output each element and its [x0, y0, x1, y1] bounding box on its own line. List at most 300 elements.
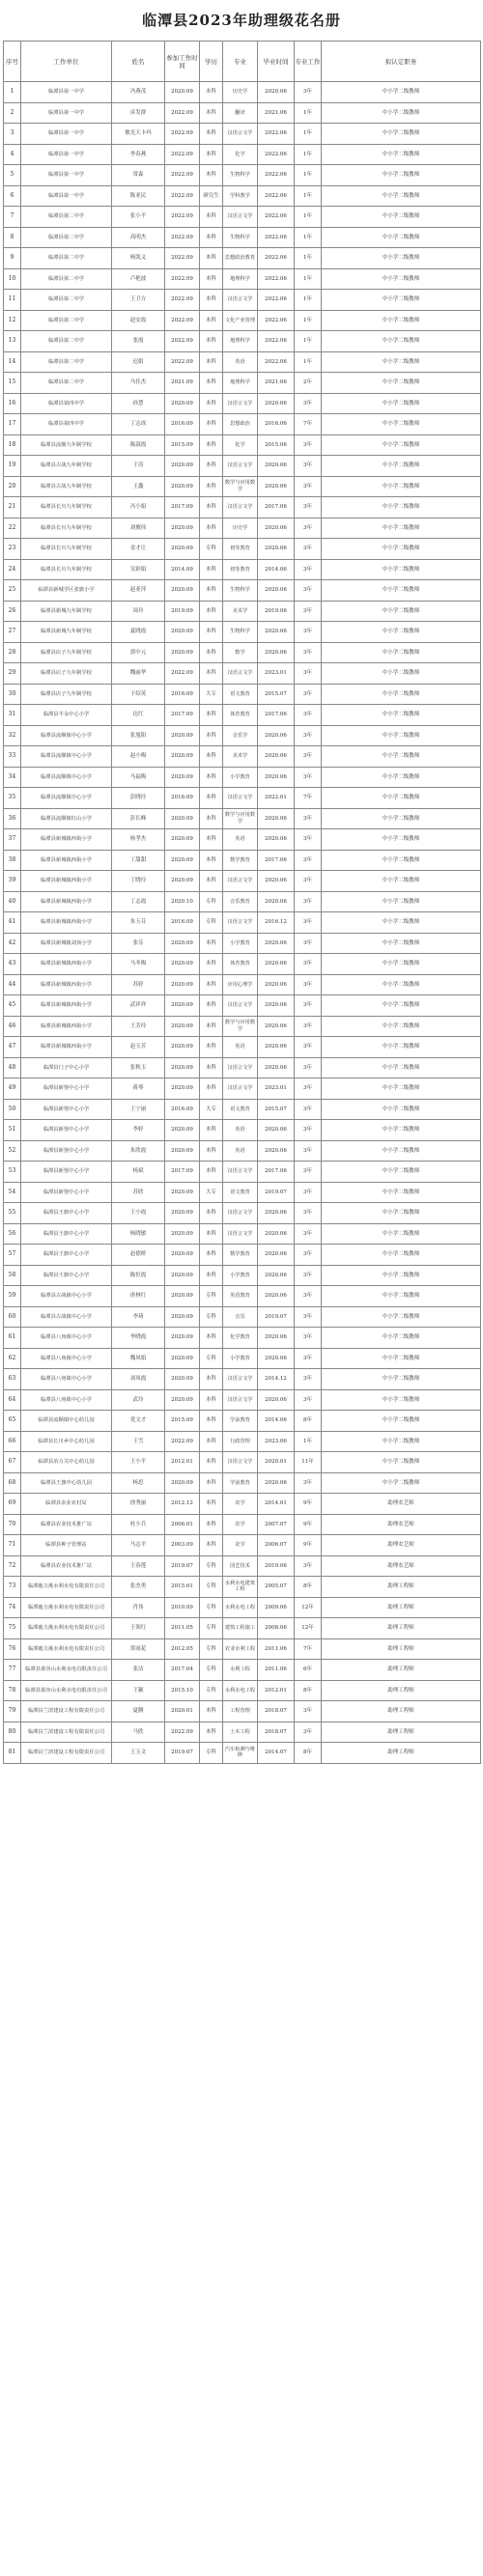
- education-cell: 本科: [200, 290, 223, 311]
- start-date-cell: 2012.01: [165, 1452, 200, 1473]
- unit-cell: 临潭鹿力洮水利水电有限责任公司: [21, 1618, 112, 1639]
- major-cell: 汉语言文学: [223, 912, 258, 934]
- unit-cell: 临潭县兰滨建设工程有限责任公司: [21, 1722, 112, 1743]
- seq-cell: 25: [4, 580, 21, 602]
- graduation-date-cell: 2006.07: [258, 1535, 295, 1556]
- unit-cell: 临潭县新堡中心小学: [21, 1120, 112, 1141]
- seq-cell: 43: [4, 954, 21, 975]
- table-row: [4, 1265, 481, 1286]
- work-years-cell: 3年: [295, 912, 322, 934]
- work-years-cell: 3年: [295, 1472, 322, 1494]
- name-cell: 夏腾: [112, 1701, 165, 1722]
- graduation-date-cell: 2022.06: [258, 331, 295, 352]
- unit-cell: 临潭县八角镇中心小学: [21, 1348, 112, 1369]
- col-header-major: 专业: [223, 42, 258, 82]
- unit-cell: 临潭县新城镇西街小学: [21, 1037, 112, 1058]
- start-date-cell: 2015.09: [165, 1411, 200, 1432]
- seq-cell: 15: [4, 373, 21, 394]
- seq-cell: 28: [4, 642, 21, 663]
- seq-cell: 68: [4, 1472, 21, 1494]
- major-cell: 汉语言文学: [223, 497, 258, 518]
- education-cell: 专科: [200, 1286, 223, 1307]
- education-cell: 本科: [200, 1369, 223, 1390]
- seq-cell: 12: [4, 310, 21, 331]
- start-date-cell: 2017.04: [165, 1660, 200, 1681]
- seq-cell: 29: [4, 663, 21, 685]
- start-date-cell: 2020.09: [165, 871, 200, 892]
- start-date-cell: 2020.09: [165, 580, 200, 602]
- start-date-cell: 2020.09: [165, 974, 200, 995]
- seq-cell: 60: [4, 1306, 21, 1328]
- unit-cell: 临潭县长川九年制学校: [21, 518, 112, 539]
- name-cell: 徐秀丽: [112, 1494, 165, 1515]
- seq-cell: 34: [4, 767, 21, 788]
- unit-cell: 临潭县店子九年制学校: [21, 663, 112, 685]
- education-cell: 本科: [200, 1389, 223, 1411]
- name-cell: 杨思: [112, 1472, 165, 1494]
- proposed-title-cell: 助理工程师: [322, 1680, 481, 1701]
- work-years-cell: 3年: [295, 559, 322, 580]
- education-cell: 本科: [200, 808, 223, 829]
- work-years-cell: 1年: [295, 1431, 322, 1452]
- unit-cell: 临潭县流顺镇中心小学: [21, 725, 112, 746]
- name-cell: 王小霞: [112, 1203, 165, 1224]
- unit-cell: 临潭县门子中心小学: [21, 1057, 112, 1078]
- name-cell: 于涛: [112, 456, 165, 477]
- name-cell: 吴彩娟: [112, 559, 165, 580]
- unit-cell: 临潭县第二中学: [21, 310, 112, 331]
- start-date-cell: 2020.10: [165, 891, 200, 912]
- graduation-date-cell: 2022.06: [258, 351, 295, 373]
- seq-cell: 65: [4, 1411, 21, 1432]
- proposed-title-cell: 中小学二级教师: [322, 829, 481, 851]
- col-header-graduation-date: 毕业时间: [258, 42, 295, 82]
- seq-cell: 53: [4, 1162, 21, 1183]
- table-row: [4, 642, 481, 663]
- major-cell: 化学教育: [223, 1328, 258, 1349]
- graduation-date-cell: 2009.06: [258, 1597, 295, 1618]
- major-cell: 建筑工程施工: [223, 1618, 258, 1639]
- proposed-title-cell: 中小学二级教师: [322, 1328, 481, 1349]
- name-cell: 于绍英: [112, 684, 165, 705]
- proposed-title-cell: 中小学二级教师: [322, 725, 481, 746]
- unit-cell: 临潭县兰滨建设工程有限责任公司: [21, 1701, 112, 1722]
- name-cell: 苏欣: [112, 1182, 165, 1203]
- name-cell: 丁志霞: [112, 891, 165, 912]
- education-cell: 本科: [200, 414, 223, 435]
- col-header-proposed-title: 拟认定职务: [322, 42, 481, 82]
- proposed-title-cell: 中小学二级教师: [322, 1369, 481, 1390]
- major-cell: 水利水电工程: [223, 1680, 258, 1701]
- major-cell: 行政管理: [223, 1431, 258, 1452]
- start-date-cell: 2020.09: [165, 1286, 200, 1307]
- table-row: [4, 102, 481, 124]
- name-cell: 李婷: [112, 1120, 165, 1141]
- graduation-date-cell: 2022.06: [258, 144, 295, 165]
- table-row: [4, 1389, 481, 1411]
- start-date-cell: 2020.09: [165, 808, 200, 829]
- unit-cell: 临潭县第二中学: [21, 331, 112, 352]
- major-cell: 思想政治教育: [223, 248, 258, 269]
- graduation-date-cell: 2022.06: [258, 207, 295, 228]
- major-cell: 汉语言文学: [223, 1452, 258, 1473]
- education-cell: 专科: [200, 1680, 223, 1701]
- name-cell: 常雨花: [112, 1638, 165, 1660]
- major-cell: 数学与应用数学: [223, 476, 258, 497]
- work-years-cell: 3年: [295, 850, 322, 871]
- seq-cell: 22: [4, 518, 21, 539]
- graduation-date-cell: 2020.06: [258, 954, 295, 975]
- education-cell: 本科: [200, 746, 223, 768]
- graduation-date-cell: 2020.06: [258, 974, 295, 995]
- table-row: [4, 1555, 481, 1577]
- table-row: [4, 373, 481, 394]
- table-row: [4, 290, 481, 311]
- name-cell: 李春燕: [112, 144, 165, 165]
- education-cell: 本科: [200, 268, 223, 290]
- name-cell: 彦发群: [112, 102, 165, 124]
- table-row: [4, 1597, 481, 1618]
- graduation-date-cell: 2016.12: [258, 912, 295, 934]
- unit-cell: 临潭县八角镇中心小学: [21, 1328, 112, 1349]
- start-date-cell: 2017.09: [165, 497, 200, 518]
- name-cell: 李晓霞: [112, 1328, 165, 1349]
- start-date-cell: 2015.01: [165, 1577, 200, 1598]
- name-cell: 王雪: [112, 1431, 165, 1452]
- name-cell: 夏晓霞: [112, 622, 165, 643]
- seq-cell: 20: [4, 476, 21, 497]
- table-row: [4, 1743, 481, 1764]
- major-cell: 汉语言文学: [223, 995, 258, 1017]
- name-cell: 武玲: [112, 1389, 165, 1411]
- table-row: [4, 1245, 481, 1266]
- start-date-cell: 2020.09: [165, 393, 200, 414]
- unit-cell: 临潭县第一中学: [21, 144, 112, 165]
- graduation-date-cell: 2023.06: [258, 1431, 295, 1452]
- education-cell: 本科: [200, 622, 223, 643]
- unit-cell: 临潭县王旗中心小学: [21, 1245, 112, 1266]
- proposed-title-cell: 中小学二级教师: [322, 82, 481, 103]
- proposed-title-cell: 中小学二级教师: [322, 1389, 481, 1411]
- name-cell: 孙慧: [112, 393, 165, 414]
- proposed-title-cell: 中小学二级教师: [322, 912, 481, 934]
- work-years-cell: 3年: [295, 829, 322, 851]
- seq-cell: 59: [4, 1286, 21, 1307]
- start-date-cell: 2020.09: [165, 850, 200, 871]
- education-cell: 本科: [200, 995, 223, 1017]
- start-date-cell: 2022.09: [165, 144, 200, 165]
- name-cell: 郭中元: [112, 642, 165, 663]
- unit-cell: 临潭县第二中学: [21, 227, 112, 248]
- unit-cell: 临潭县第二中学: [21, 290, 112, 311]
- name-cell: 王玉文: [112, 1743, 165, 1764]
- start-date-cell: 2012.12: [165, 1494, 200, 1515]
- major-cell: 初等教育: [223, 539, 258, 560]
- education-cell: 本科: [200, 1472, 223, 1494]
- table-row: [4, 995, 481, 1017]
- name-cell: 肖伟: [112, 1597, 165, 1618]
- education-cell: 本科: [200, 1328, 223, 1349]
- seq-cell: 50: [4, 1099, 21, 1120]
- major-cell: 生物科学: [223, 622, 258, 643]
- seq-cell: 81: [4, 1743, 21, 1764]
- education-cell: 本科: [200, 207, 223, 228]
- start-date-cell: 2016.09: [165, 788, 200, 809]
- unit-cell: 临潭县慕容山水利水电有限责任公司: [21, 1680, 112, 1701]
- name-cell: 杨晓敏: [112, 1223, 165, 1245]
- work-years-cell: 3年: [295, 954, 322, 975]
- proposed-title-cell: 中小学二级教师: [322, 185, 481, 207]
- name-cell: 张洁: [112, 1660, 165, 1681]
- unit-cell: 临潭县王旗中心小学: [21, 1203, 112, 1224]
- education-cell: 本科: [200, 124, 223, 145]
- major-cell: 地理科学: [223, 373, 258, 394]
- proposed-title-cell: 中小学二级教师: [322, 310, 481, 331]
- work-years-cell: 1年: [295, 227, 322, 248]
- graduation-date-cell: 2019.07: [258, 1306, 295, 1328]
- seq-cell: 41: [4, 912, 21, 934]
- name-cell: 敏光大卡玛: [112, 124, 165, 145]
- name-cell: 王小平: [112, 1452, 165, 1473]
- proposed-title-cell: 中小学二级教师: [322, 1452, 481, 1473]
- major-cell: 小学教育: [223, 933, 258, 954]
- table-row: [4, 912, 481, 934]
- table-row: [4, 850, 481, 871]
- table-row: [4, 580, 481, 602]
- table-row: [4, 393, 481, 414]
- work-years-cell: 3年: [295, 1286, 322, 1307]
- proposed-title-cell: 中小学二级教师: [322, 1265, 481, 1286]
- name-cell: 王卫方: [112, 290, 165, 311]
- work-years-cell: 3年: [295, 622, 322, 643]
- education-cell: 本科: [200, 1452, 223, 1473]
- graduation-date-cell: 2017.06: [258, 497, 295, 518]
- seq-cell: 46: [4, 1016, 21, 1037]
- proposed-title-cell: 中小学二级教师: [322, 933, 481, 954]
- major-cell: 水利水电建筑工程: [223, 1577, 258, 1598]
- start-date-cell: 2022.09: [165, 268, 200, 290]
- graduation-date-cell: 2020.06: [258, 808, 295, 829]
- proposed-title-cell: 中小学二级教师: [322, 434, 481, 456]
- work-years-cell: 1年: [295, 102, 322, 124]
- education-cell: 本科: [200, 580, 223, 602]
- graduation-date-cell: 2020.06: [258, 767, 295, 788]
- start-date-cell: 2016.09: [165, 912, 200, 934]
- education-cell: 本科: [200, 663, 223, 685]
- unit-cell: 临潭县新堡中心小学: [21, 1140, 112, 1162]
- start-date-cell: 2020.09: [165, 933, 200, 954]
- seq-cell: 40: [4, 891, 21, 912]
- education-cell: 本科: [200, 642, 223, 663]
- seq-cell: 17: [4, 414, 21, 435]
- unit-cell: 临潭县店子九年制学校: [21, 684, 112, 705]
- seq-cell: 73: [4, 1577, 21, 1598]
- name-cell: 赵小梅: [112, 746, 165, 768]
- education-cell: 本科: [200, 476, 223, 497]
- seq-cell: 63: [4, 1369, 21, 1390]
- major-cell: 应用心理学: [223, 974, 258, 995]
- start-date-cell: 2011.05: [165, 1618, 200, 1639]
- proposed-title-cell: 助理农艺师: [322, 1514, 481, 1535]
- proposed-title-cell: 中小学二级教师: [322, 144, 481, 165]
- work-years-cell: 3年: [295, 1245, 322, 1266]
- graduation-date-cell: 2020.06: [258, 456, 295, 477]
- work-years-cell: 1年: [295, 185, 322, 207]
- graduation-date-cell: 2020.06: [258, 1140, 295, 1162]
- seq-cell: 48: [4, 1057, 21, 1078]
- unit-cell: 临潭鹿力洮水利水电有限责任公司: [21, 1638, 112, 1660]
- table-row: [4, 331, 481, 352]
- major-cell: 文化产业管理: [223, 310, 258, 331]
- unit-cell: 临潭县新城镇西街小学: [21, 995, 112, 1017]
- start-date-cell: 2020.09: [165, 1245, 200, 1266]
- graduation-date-cell: 2020.06: [258, 1389, 295, 1411]
- seq-cell: 8: [4, 227, 21, 248]
- proposed-title-cell: 中小学二级教师: [322, 1162, 481, 1183]
- proposed-title-cell: 中小学二级教师: [322, 414, 481, 435]
- name-cell: 赵亚萍: [112, 580, 165, 602]
- work-years-cell: 3年: [295, 476, 322, 497]
- unit-cell: 临潭县流顺九年制学校: [21, 434, 112, 456]
- roster-table: [3, 41, 481, 1764]
- education-cell: 本科: [200, 331, 223, 352]
- work-years-cell: 3年: [295, 1722, 322, 1743]
- graduation-date-cell: 2014.07: [258, 1743, 295, 1764]
- unit-cell: 临潭县流顺镇中心小学: [21, 788, 112, 809]
- unit-cell: 临潭县王旗中心小学: [21, 1265, 112, 1286]
- seq-cell: 36: [4, 808, 21, 829]
- graduation-date-cell: 2020.06: [258, 642, 295, 663]
- table-row: [4, 974, 481, 995]
- proposed-title-cell: 中小学二级教师: [322, 165, 481, 186]
- seq-cell: 14: [4, 351, 21, 373]
- unit-cell: 临潭县农业技术推广站: [21, 1514, 112, 1535]
- table-row: [4, 663, 481, 685]
- unit-cell: 临潭县新城学区张旗小学: [21, 580, 112, 602]
- seq-cell: 52: [4, 1140, 21, 1162]
- education-cell: 专科: [200, 1618, 223, 1639]
- education-cell: 专科: [200, 891, 223, 912]
- start-date-cell: 2020.09: [165, 725, 200, 746]
- proposed-title-cell: 中小学二级教师: [322, 1099, 481, 1120]
- table-row: [4, 1431, 481, 1452]
- work-years-cell: 3年: [295, 518, 322, 539]
- major-cell: 语文教育: [223, 1099, 258, 1120]
- major-cell: 音乐: [223, 1306, 258, 1328]
- start-date-cell: 2020.09: [165, 995, 200, 1017]
- seq-cell: 76: [4, 1638, 21, 1660]
- major-cell: 历史学: [223, 82, 258, 103]
- work-years-cell: 3年: [295, 1037, 322, 1058]
- work-years-cell: 9年: [295, 1494, 322, 1515]
- start-date-cell: 2020.09: [165, 1306, 200, 1328]
- table-row: [4, 414, 481, 435]
- graduation-date-cell: 2020.06: [258, 1120, 295, 1141]
- major-cell: 汉语言文学: [223, 663, 258, 685]
- table-row: [4, 144, 481, 165]
- name-cell: 马佳杰: [112, 373, 165, 394]
- start-date-cell: 2020.09: [165, 1348, 200, 1369]
- name-cell: 苏婷: [112, 974, 165, 995]
- table-row: [4, 456, 481, 477]
- work-years-cell: 1年: [295, 351, 322, 373]
- unit-cell: 临潭县新城镇西街小学: [21, 974, 112, 995]
- graduation-date-cell: 2020.06: [258, 1016, 295, 1037]
- work-years-cell: 3年: [295, 1223, 322, 1245]
- table-row: [4, 829, 481, 851]
- name-cell: 赵德桥: [112, 1245, 165, 1266]
- graduation-date-cell: 2008.06: [258, 1618, 295, 1639]
- graduation-date-cell: 2007.07: [258, 1514, 295, 1535]
- table-row: [4, 82, 481, 103]
- table-row: [4, 1223, 481, 1245]
- start-date-cell: 2019.09: [165, 601, 200, 622]
- work-years-cell: 3年: [295, 580, 322, 602]
- work-years-cell: 3年: [295, 1099, 322, 1120]
- name-cell: 蒋琴: [112, 1078, 165, 1100]
- table-row: [4, 1162, 481, 1183]
- work-years-cell: 3年: [295, 1078, 322, 1100]
- seq-cell: 78: [4, 1680, 21, 1701]
- work-years-cell: 3年: [295, 767, 322, 788]
- proposed-title-cell: 助理工程师: [322, 1701, 481, 1722]
- graduation-date-cell: 2012.01: [258, 1680, 295, 1701]
- proposed-title-cell: 中小学二级教师: [322, 1037, 481, 1058]
- seq-cell: 9: [4, 248, 21, 269]
- education-cell: 本科: [200, 933, 223, 954]
- start-date-cell: 2022.09: [165, 290, 200, 311]
- start-date-cell: 2020.09: [165, 1078, 200, 1100]
- name-cell: 张旭阳: [112, 725, 165, 746]
- name-cell: 刘凤霞: [112, 1369, 165, 1390]
- major-cell: 园艺技术: [223, 1555, 258, 1577]
- work-years-cell: 3年: [295, 1057, 322, 1078]
- seq-cell: 30: [4, 684, 21, 705]
- proposed-title-cell: 中小学二级教师: [322, 1140, 481, 1162]
- proposed-title-cell: 中小学二级教师: [322, 227, 481, 248]
- work-years-cell: 3年: [295, 871, 322, 892]
- major-cell: 英语: [223, 1037, 258, 1058]
- education-cell: 本科: [200, 829, 223, 851]
- work-years-cell: 3年: [295, 684, 322, 705]
- name-cell: 丁志成: [112, 414, 165, 435]
- work-years-cell: 12年: [295, 1597, 322, 1618]
- graduation-date-cell: 2020.06: [258, 933, 295, 954]
- proposed-title-cell: 中小学二级教师: [322, 456, 481, 477]
- major-cell: 农业水利工程: [223, 1638, 258, 1660]
- unit-cell: 临潭县种子管理站: [21, 1535, 112, 1556]
- table-row: [4, 227, 481, 248]
- name-cell: 马志平: [112, 1535, 165, 1556]
- proposed-title-cell: 中小学二级教师: [322, 767, 481, 788]
- name-cell: 杜小兵: [112, 1514, 165, 1535]
- table-row: [4, 1452, 481, 1473]
- proposed-title-cell: 助理工程师: [322, 1577, 481, 1598]
- graduation-date-cell: 2014.06: [258, 559, 295, 580]
- proposed-title-cell: 中小学二级教师: [322, 124, 481, 145]
- graduation-date-cell: 2014.12: [258, 1369, 295, 1390]
- work-years-cell: 8年: [295, 1411, 322, 1432]
- graduation-date-cell: 2020.06: [258, 622, 295, 643]
- proposed-title-cell: 中小学二级教师: [322, 1306, 481, 1328]
- unit-cell: 临潭县第一中学: [21, 124, 112, 145]
- major-cell: 小学教育: [223, 1265, 258, 1286]
- proposed-title-cell: 中小学二级教师: [322, 788, 481, 809]
- proposed-title-cell: 中小学二级教师: [322, 1120, 481, 1141]
- table-row: [4, 622, 481, 643]
- education-cell: 本科: [200, 725, 223, 746]
- name-cell: 杨孝杰: [112, 829, 165, 851]
